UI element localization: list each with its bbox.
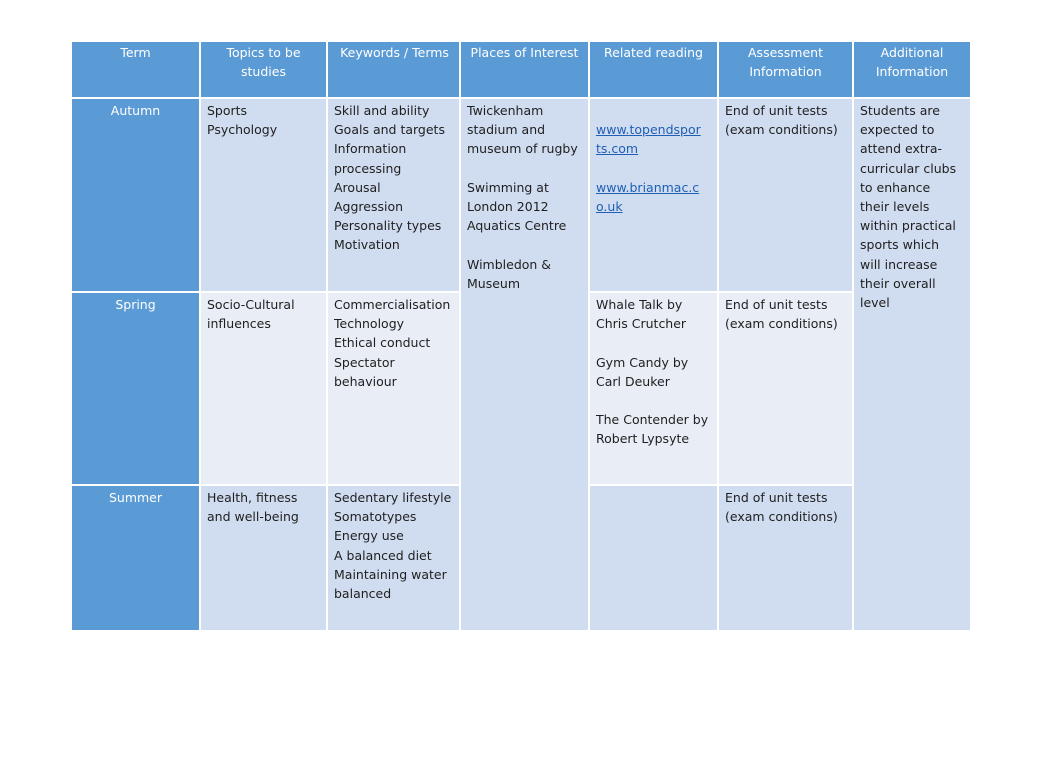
assessment-summer: End of unit tests (exam conditions) bbox=[719, 486, 852, 630]
additional-information: Students are expected to attend extra- curricular clubs to enhance their levels within practical sports which will increase their overall level bbox=[854, 99, 970, 630]
brianmac-link[interactable]: www.brianmac.c o.uk bbox=[596, 179, 700, 215]
topic-spring: Socio-Cultural influences bbox=[201, 293, 326, 484]
reading-autumn bbox=[590, 99, 717, 291]
topendsports-link[interactable]: www.topendspor ts.com bbox=[596, 122, 701, 157]
keywords-summer: Sedentary lifestyle Somatotypes Energy use A balanced diet Maintaining water balanced bbox=[328, 486, 459, 630]
term-summer: Summer bbox=[72, 486, 199, 630]
header-topics: Topics to be studies bbox=[201, 42, 326, 97]
header-additional: Additional Information bbox=[854, 42, 970, 97]
header-reading: Related reading bbox=[590, 42, 717, 97]
places-of-interest: Twickenham stadium and museum of rugby Swimming at London 2012 Aquatics Centre Wimbledon & Museum bbox=[461, 99, 588, 630]
keywords-spring: Commercialisation Technology Ethical conduct Spectator behaviour bbox=[328, 293, 459, 484]
header-assessment: Assessment Information bbox=[719, 42, 852, 97]
header-keywords: Keywords / Terms bbox=[328, 42, 459, 97]
assessment-autumn: End of unit tests (exam conditions) bbox=[719, 99, 852, 291]
term-autumn: Autumn bbox=[72, 99, 199, 291]
topic-summer: Health, fitness and well-being bbox=[201, 486, 326, 630]
term-spring: Spring bbox=[72, 293, 199, 484]
header-term: Term bbox=[72, 42, 199, 97]
reading-spring: Whale Talk by Chris Crutcher Gym Candy by Carl Deuker The Contender by Robert Lypsyte bbox=[590, 293, 717, 484]
curriculum-table bbox=[72, 42, 970, 630]
topic-autumn: Sports Psychology bbox=[201, 99, 326, 291]
reading-summer bbox=[590, 486, 717, 630]
keywords-autumn: Skill and ability Goals and targets Information processing Arousal Aggression Personality types Motivation bbox=[328, 99, 459, 291]
header-places: Places of Interest bbox=[461, 42, 588, 97]
assessment-spring: End of unit tests (exam conditions) bbox=[719, 293, 852, 484]
